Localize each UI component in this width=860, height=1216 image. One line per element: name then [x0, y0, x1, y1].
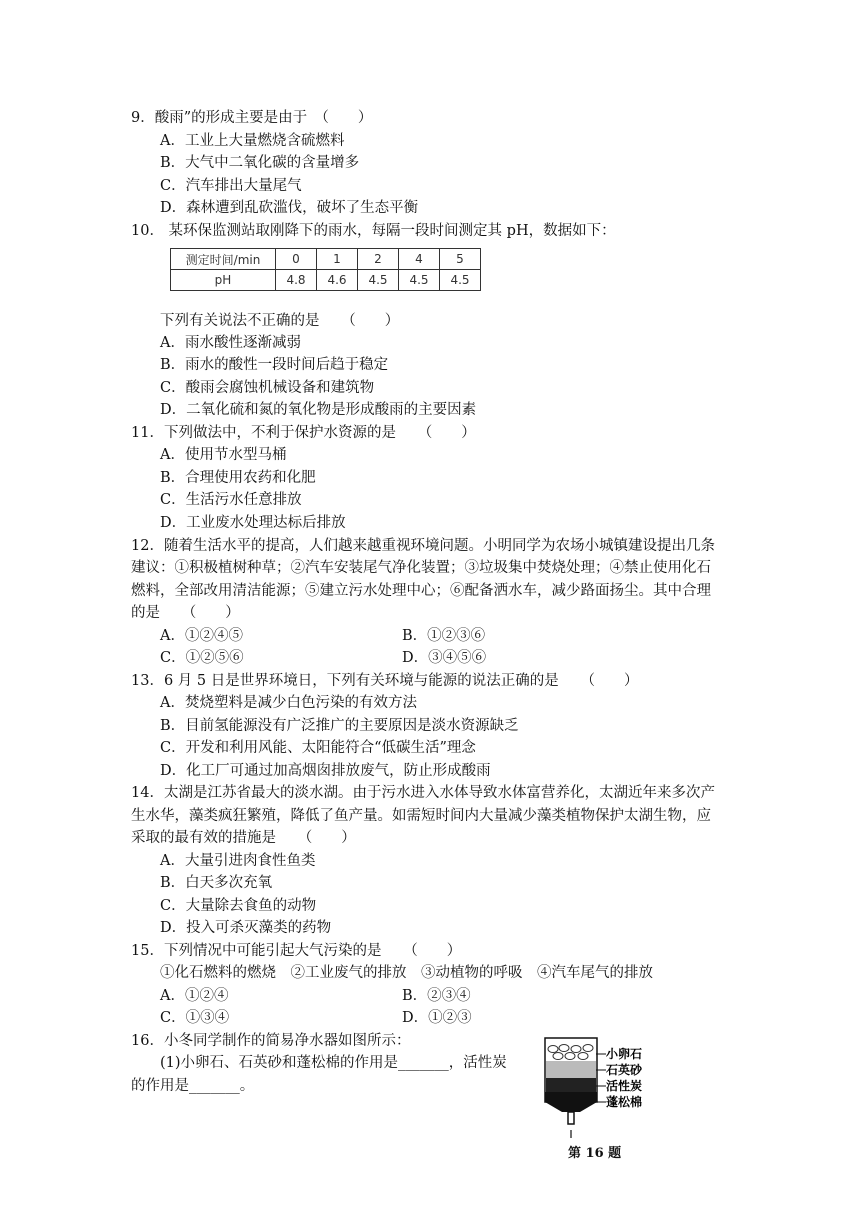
q14-option-d: D．投入可杀灭藻类的药物 — [160, 920, 332, 936]
table-cell: 4.6 — [317, 270, 358, 291]
table-cell: 4.5 — [399, 270, 440, 291]
label-cotton: 蓬松棉 — [606, 1095, 643, 1109]
q15-option-c: C．①③④ — [160, 1010, 230, 1026]
table-row — [171, 270, 481, 291]
q12-option-a: A．①②④⑤ — [160, 628, 243, 644]
label-quartz-sand: 石英砂 — [606, 1063, 643, 1077]
q15-option-b: B．②③④ — [402, 988, 471, 1004]
q10-option-d: D．二氧化硫和氮的氧化物是形成酸雨的主要因素 — [160, 402, 477, 418]
outlet-tube — [568, 1112, 574, 1124]
q12-line-4: 的是 （ ） — [131, 605, 240, 621]
table-cell: 5 — [440, 249, 481, 270]
table-cell: 4.5 — [358, 270, 399, 291]
table-header-time: 测定时间/min — [171, 249, 276, 270]
q14-option-b: B．白天多次充氧 — [160, 875, 273, 891]
q9-option-b: B．大气中二氧化碳的含量增多 — [160, 155, 360, 171]
label-pebbles: 小卵石 — [606, 1047, 643, 1061]
table-cell: 4.8 — [276, 270, 317, 291]
q15-option-a: A．①②④ — [160, 988, 229, 1004]
q9-option-c: C．汽车排出大量尾气 — [160, 178, 302, 194]
q10-option-c: C．酸雨会腐蚀机械设备和建筑物 — [160, 380, 375, 396]
q14-line-1: 14．太湖是江苏省最大的淡水湖。由于污水进入水体导致水体富营养化，太湖近年来多次产 — [131, 785, 715, 801]
q9-option-a: A．工业上大量燃烧含硫燃料 — [160, 133, 345, 149]
q13-option-a: A．焚烧塑料是减少白色污染的有效方法 — [160, 695, 417, 711]
q10-option-b: B．雨水的酸性一段时间后趋于稳定 — [160, 357, 389, 373]
q11-option-d: D．工业废水处理达标后排放 — [160, 515, 346, 531]
quartz-sand-layer — [546, 1061, 596, 1078]
table-cell: 4.5 — [440, 270, 481, 291]
q13-option-c: C．开发和利用风能、太阳能符合“低碳生活”理念 — [160, 740, 476, 756]
q15-stem: 15．下列情况中可能引起大气污染的是 （ ） — [131, 943, 462, 959]
q14-option-a: A．大量引进肉食性鱼类 — [160, 853, 316, 869]
q16-stem: 16．小冬同学制作的简易净水器如图所示： — [131, 1033, 411, 1049]
q12-option-b: B．①②③⑥ — [402, 628, 486, 644]
q10-stem: 10． 某环保监测站取刚降下的雨水，每隔一段时间测定其 pH，数据如下： — [131, 223, 616, 239]
table-cell: 1 — [317, 249, 358, 270]
q11-option-c: C．生活污水任意排放 — [160, 492, 302, 508]
q13-option-b: B．目前氢能源没有广泛推广的主要原因是淡水资源缺乏 — [160, 718, 519, 734]
q14-line-2: 生水华，藻类疯狂繁殖，降低了鱼产量。如需短时间内大量减少藻类植物保护太湖生物，应 — [131, 808, 711, 824]
water-filter-figure — [540, 1030, 650, 1160]
table-row — [171, 249, 481, 270]
q13-option-d: D．化工厂可通过加高烟囱排放废气，防止形成酸雨 — [160, 763, 491, 779]
q12-option-d: D．③④⑤⑥ — [402, 650, 487, 666]
figure-caption: 第 16 题 — [568, 1146, 622, 1161]
activated-carbon-layer — [546, 1078, 596, 1092]
q10-option-a: A．雨水酸性逐渐减弱 — [160, 335, 301, 351]
q12-line-3: 燃料，全部改用清洁能源；⑤建立污水处理中心；⑥配备洒水车，减少路面扬尘。其中合理 — [131, 583, 711, 599]
q11-option-b: B．合理使用农药和化肥 — [160, 470, 316, 486]
q14-line-3: 采取的最有效的措施是 （ ） — [131, 830, 356, 846]
q10-substem: 下列有关说法不正确的是 （ ） — [160, 313, 400, 329]
cotton-layer — [545, 1092, 597, 1112]
q14-option-c: C．大量除去食鱼的动物 — [160, 898, 317, 914]
q9-option-d: D．森林遭到乱砍滥伐，破坏了生态平衡 — [160, 200, 419, 216]
q15-items: ①化石燃料的燃烧 ②工业废气的排放 ③动植物的呼吸 ④汽车尾气的排放 — [160, 965, 653, 981]
table-cell: 4 — [399, 249, 440, 270]
q12-line-1: 12．随着生活水平的提高，人们越来越重视环境问题。小明同学为农场小城镇建设提出几条 — [131, 538, 715, 554]
table-cell: 2 — [358, 249, 399, 270]
q12-option-c: C．①②⑤⑥ — [160, 650, 244, 666]
q16-part1-line-a: (1)小卵石、石英砂和蓬松棉的作用是_______，活性炭 — [160, 1055, 507, 1071]
q13-stem: 13．6 月 5 日是世界环境日，下列有关环境与能源的说法正确的是 （ ） — [131, 673, 639, 689]
table-header-ph: pH — [171, 270, 276, 291]
q11-option-a: A．使用节水型马桶 — [160, 447, 287, 463]
label-activated-carbon: 活性炭 — [606, 1079, 643, 1093]
q11-stem: 11．下列做法中，不利于保护水资源的是 （ ） — [131, 425, 476, 441]
q15-option-d: D．①②③ — [402, 1010, 472, 1026]
ph-table — [170, 248, 481, 291]
q9-stem: 9．酸雨”的形成主要是由于 （ ） — [131, 110, 373, 126]
q12-line-2: 建议：①积极植树种草；②汽车安装尾气净化装置；③垃圾集中焚烧处理；④禁止使用化石 — [131, 560, 711, 576]
pebble-layer — [546, 1044, 596, 1060]
table-cell: 0 — [276, 249, 317, 270]
q16-part1-line-b: 的作用是_______。 — [131, 1078, 255, 1094]
